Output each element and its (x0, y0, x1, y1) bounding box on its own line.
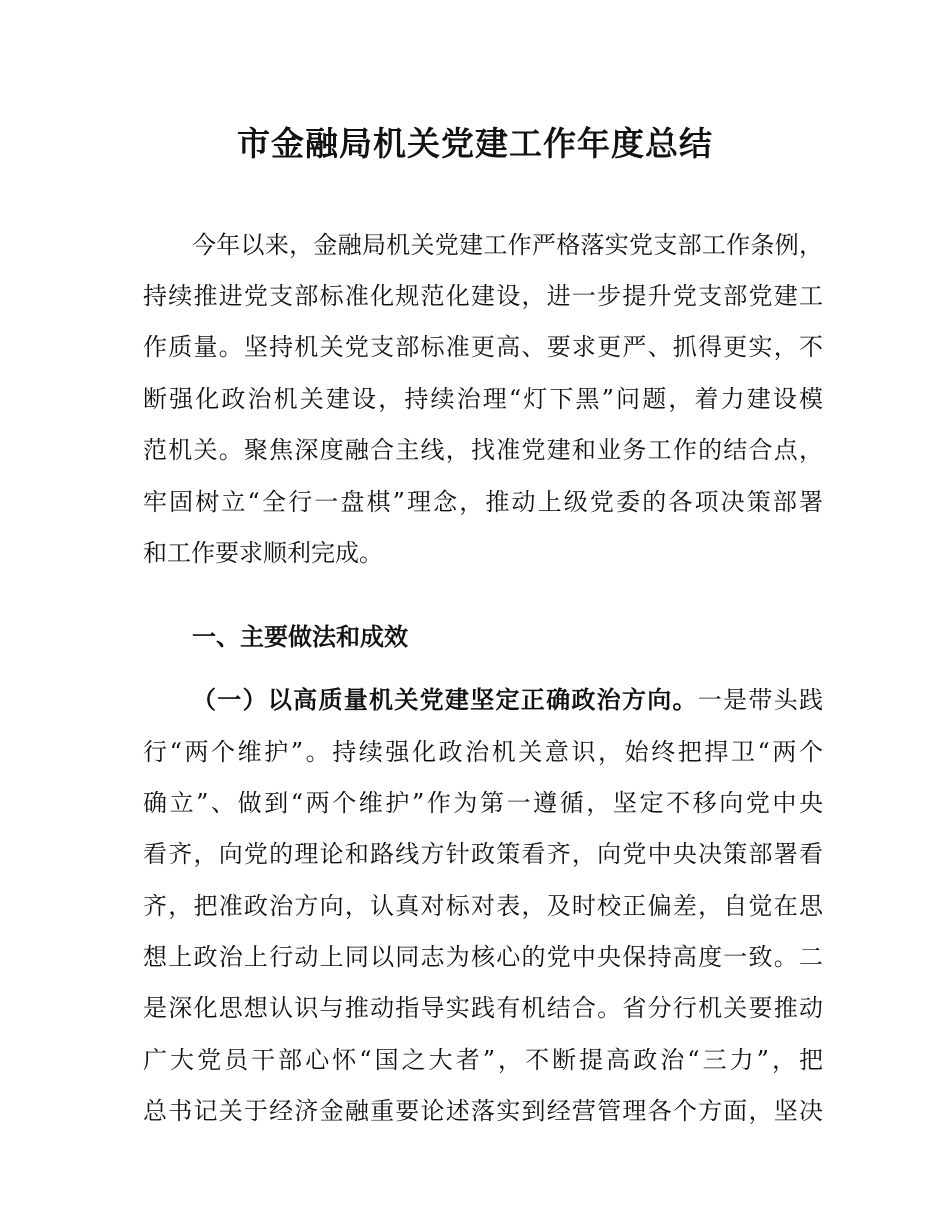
paragraph-line: 作质量。坚持机关党支部标准更高、要求更严、抓得更实，不 (143, 333, 823, 361)
paragraph-line: 今年以来，金融局机关党建工作严格落实党支部工作条例， (192, 231, 823, 259)
paragraph-first-line (192, 685, 823, 715)
paragraph-line: 总书记关于经济金融重要论述落实到经营管理各个方面，坚决 (143, 1097, 823, 1125)
paragraph-line: 和工作要求顺利完成。 (143, 539, 383, 567)
paragraph-line: 行“两个维护”。持续强化政治机关意识，始终把捍卫“两个 (143, 738, 823, 766)
section-heading: 一、主要做法和成效 (192, 623, 408, 651)
paragraph-line: 持续推进党支部标准化规范化建设，进一步提升党支部党建工 (143, 282, 823, 310)
paragraph-line: 断强化政治机关建设，持续治理“灯下黑”问题，着力建设模 (143, 385, 823, 413)
paragraph-line: 范机关。聚焦深度融合主线，找准党建和业务工作的结合点， (143, 436, 823, 464)
paragraph-line: 牢固树立“全行一盘棋”理念，推动上级党委的各项决策部署 (143, 488, 823, 516)
paragraph-line: 广大党员干部心怀“国之大者”，不断提高政治“三力”，把 (143, 1046, 823, 1074)
document-title: 市金融局机关党建工作年度总结 (237, 124, 713, 163)
paragraph-line: 是深化思想认识与推动指导实践有机结合。省分行机关要推动 (143, 994, 823, 1022)
paragraph-text: 一是带头践 (697, 686, 824, 714)
paragraph-line: 齐，把准政治方向，认真对标对表，及时校正偏差，自觉在思 (143, 892, 823, 920)
paragraph-line: 想上政治上行动上同以同志为核心的党中央保持高度一致。二 (143, 943, 823, 971)
subsection-heading: （一）以高质量机关党建坚定正确政治方向。 (192, 686, 698, 714)
paragraph-line: 看齐，向党的理论和路线方针政策看齐，向党中央决策部署看 (143, 840, 823, 868)
paragraph-line: 确立”、做到“两个维护”作为第一遵循，坚定不移向党中央 (143, 789, 823, 817)
